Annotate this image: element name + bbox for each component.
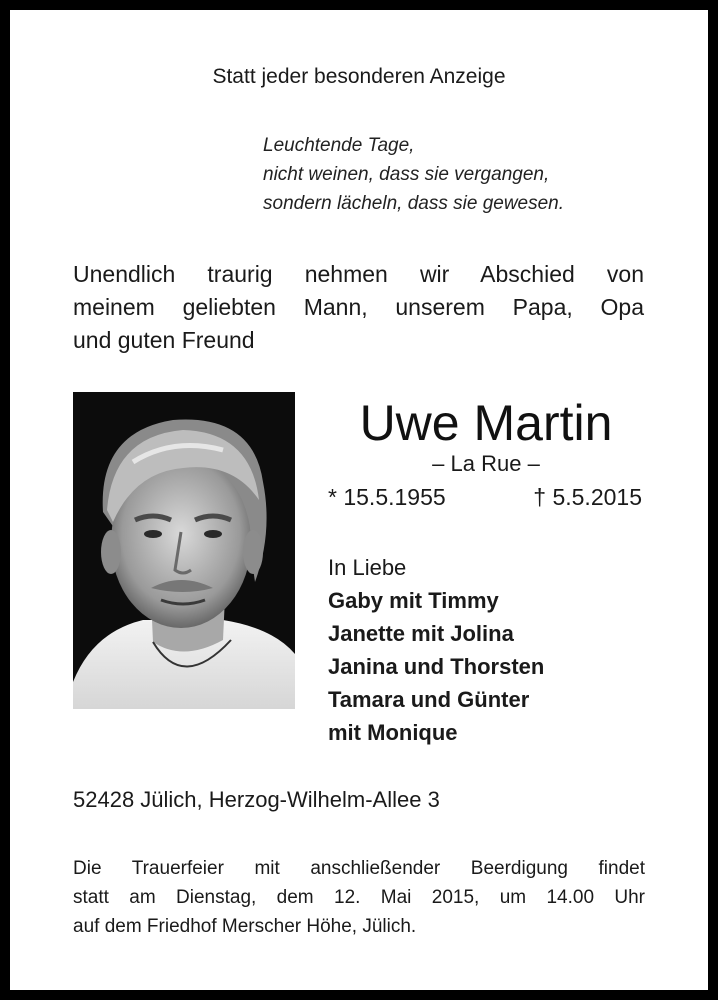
death-date: † 5.5.2015 [533, 484, 642, 510]
farewell-line: und guten Freund [73, 327, 255, 353]
farewell-line: Unendlich traurig nehmen wir Abschied von [73, 261, 644, 287]
funeral-notice [73, 854, 645, 941]
farewell-line: meinem geliebten Mann, unserem Papa, Opa [73, 294, 644, 320]
portrait-illustration [73, 392, 295, 709]
mourners-list [328, 551, 544, 749]
deceased-name: Uwe Martin [359, 395, 613, 451]
poem-line: nicht weinen, dass sie vergangen, [263, 164, 550, 185]
notice-line: Die Trauerfeier mit anschließender Beerdigung findet [73, 858, 645, 879]
farewell-text [73, 258, 644, 357]
obituary-notice [10, 10, 708, 990]
family-address: 52428 Jülich, Herzog-Wilhelm-Allee 3 [73, 787, 440, 812]
poem-line: Leuchtende Tage, [263, 135, 415, 156]
mourner-name: Janette mit Jolina [328, 621, 514, 646]
notice-header: Statt jeder besonderen Anzeige [212, 65, 506, 88]
mourner-name: mit Monique [328, 720, 458, 745]
poem-line: sondern lächeln, dass sie gewesen. [263, 193, 565, 214]
portrait-photo [73, 392, 295, 709]
mourner-name: Gaby mit Timmy [328, 588, 499, 613]
life-dates [328, 482, 642, 512]
birth-date: * 15.5.1955 [328, 484, 446, 510]
mourner-name: Janina und Thorsten [328, 654, 545, 679]
memorial-poem [263, 131, 564, 218]
mourner-name: Tamara und Günter [328, 687, 530, 712]
notice-line: auf dem Friedhof Merscher Höhe, Jülich. [73, 916, 417, 937]
notice-line: statt am Dienstag, dem 12. Mai 2015, um 14.00 Uhr [73, 887, 645, 908]
mourners-intro: In Liebe [328, 555, 407, 580]
deceased-alias: – La Rue – [432, 451, 540, 476]
